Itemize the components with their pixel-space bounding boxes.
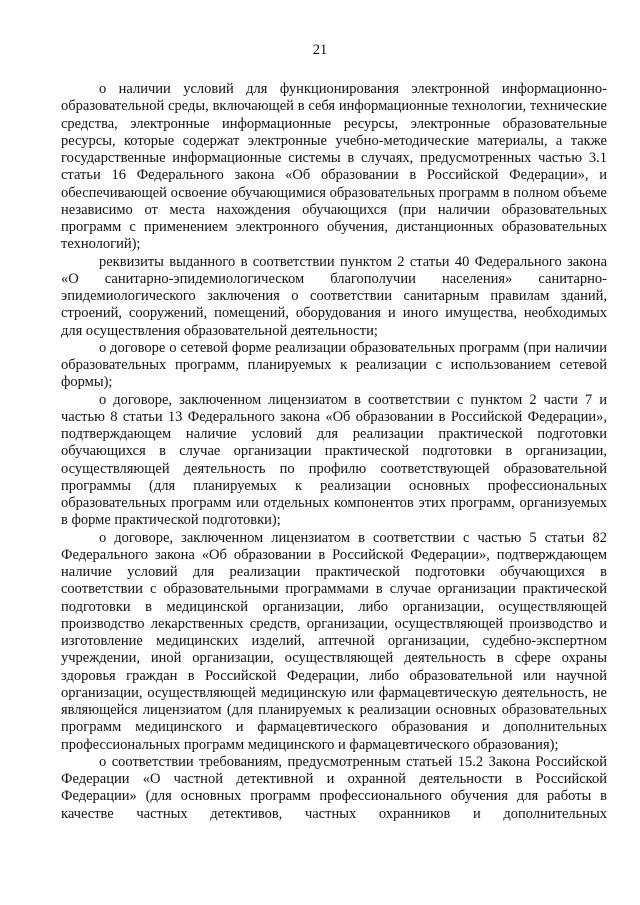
page-number: 21 [312, 42, 328, 58]
paragraph-eios-conditions: о наличии условий для функционирования электронной информационно-образовательной среды, включающей в себя информационные технологии, технические средства, электронные информационные ресурсы, электронные образовательные ресурсы, которые содержат электронные учебно-методические материалы, а также государственные информационные системы в случаях, предусмотренных частью 3.1 статьи 16 Федерального закона «Об образовании в Российской Федерации», и обеспечивающей освоение обучающимися образовательных программ в полном объеме независимо от места нахождения обучающихся (при наличии образовательных программ с применением электронного обучения, дистанционных образовательных технологий); [61, 81, 607, 253]
paragraph-practical-training-agreement: о договоре, заключенном лицензиатом в соответствии с пунктом 2 части 7 и частью 8 статьи 13 Федерального закона «Об образовании в Российской Федерации», подтверждающем наличие условий для реализации практической подготовки обучающихся в случае организации практической подготовки в организации, осуществляющей деятельность по профилю соответствующей образовательной программы (для планируемых к реализации основных профессиональных образовательных программ или отдельных компонентов этих программ, организуемых в форме практической подготовки); [61, 391, 607, 529]
paragraph-network-form-agreement: о договоре о сетевой форме реализации образовательных программ (при наличии образовательных программ, планируемых к реализации с использованием сетевой формы); [61, 339, 607, 391]
document-body [61, 81, 607, 823]
paragraph-sanitary-conclusion: реквизиты выданного в соответствии пунктом 2 статьи 40 Федерального закона «О санитарно-эпидемиологическом благополучии населения» санитарно-эпидемиологического заключения о соответствии санитарным правилам зданий, строений, сооружений, помещений, оборудования и иного имущества, необходимых для осуществления образовательной деятельности; [61, 253, 607, 339]
paragraph-security-requirements: о соответствии требованиям, предусмотренным статьей 15.2 Закона Российской Федерации «О частной детективной и охранной деятельности в Российской Федерации» (для основных программ профессионального обучения для работы в качестве частных детективов, частных охранников и дополнительных [61, 753, 607, 822]
paragraph-medical-training-agreement: о договоре, заключенном лицензиатом в соответствии с частью 5 статьи 82 Федерального закона «Об образовании в Российской Федерации», подтверждающем наличие условий для реализации практической подготовки обучающихся в соответствии с образовательными программами в случае организации практической подготовки в медицинской организации, либо организации, осуществляющей производство лекарственных средств, организации, осуществляющей производство и изготовление медицинских изделий, аптечной организации, судебно-экспертном учреждении, иной организации, осуществляющей деятельность в сфере охраны здоровья граждан в Российской Федерации, либо образовательной или научной организации, осуществляющей медицинскую или фармацевтическую деятельность, не являющейся лицензиатом (для планируемых к реализации основных образовательных программ медицинского и фармацевтического образования и дополнительных профессиональных программ медицинского и фармацевтического образования); [61, 529, 607, 753]
